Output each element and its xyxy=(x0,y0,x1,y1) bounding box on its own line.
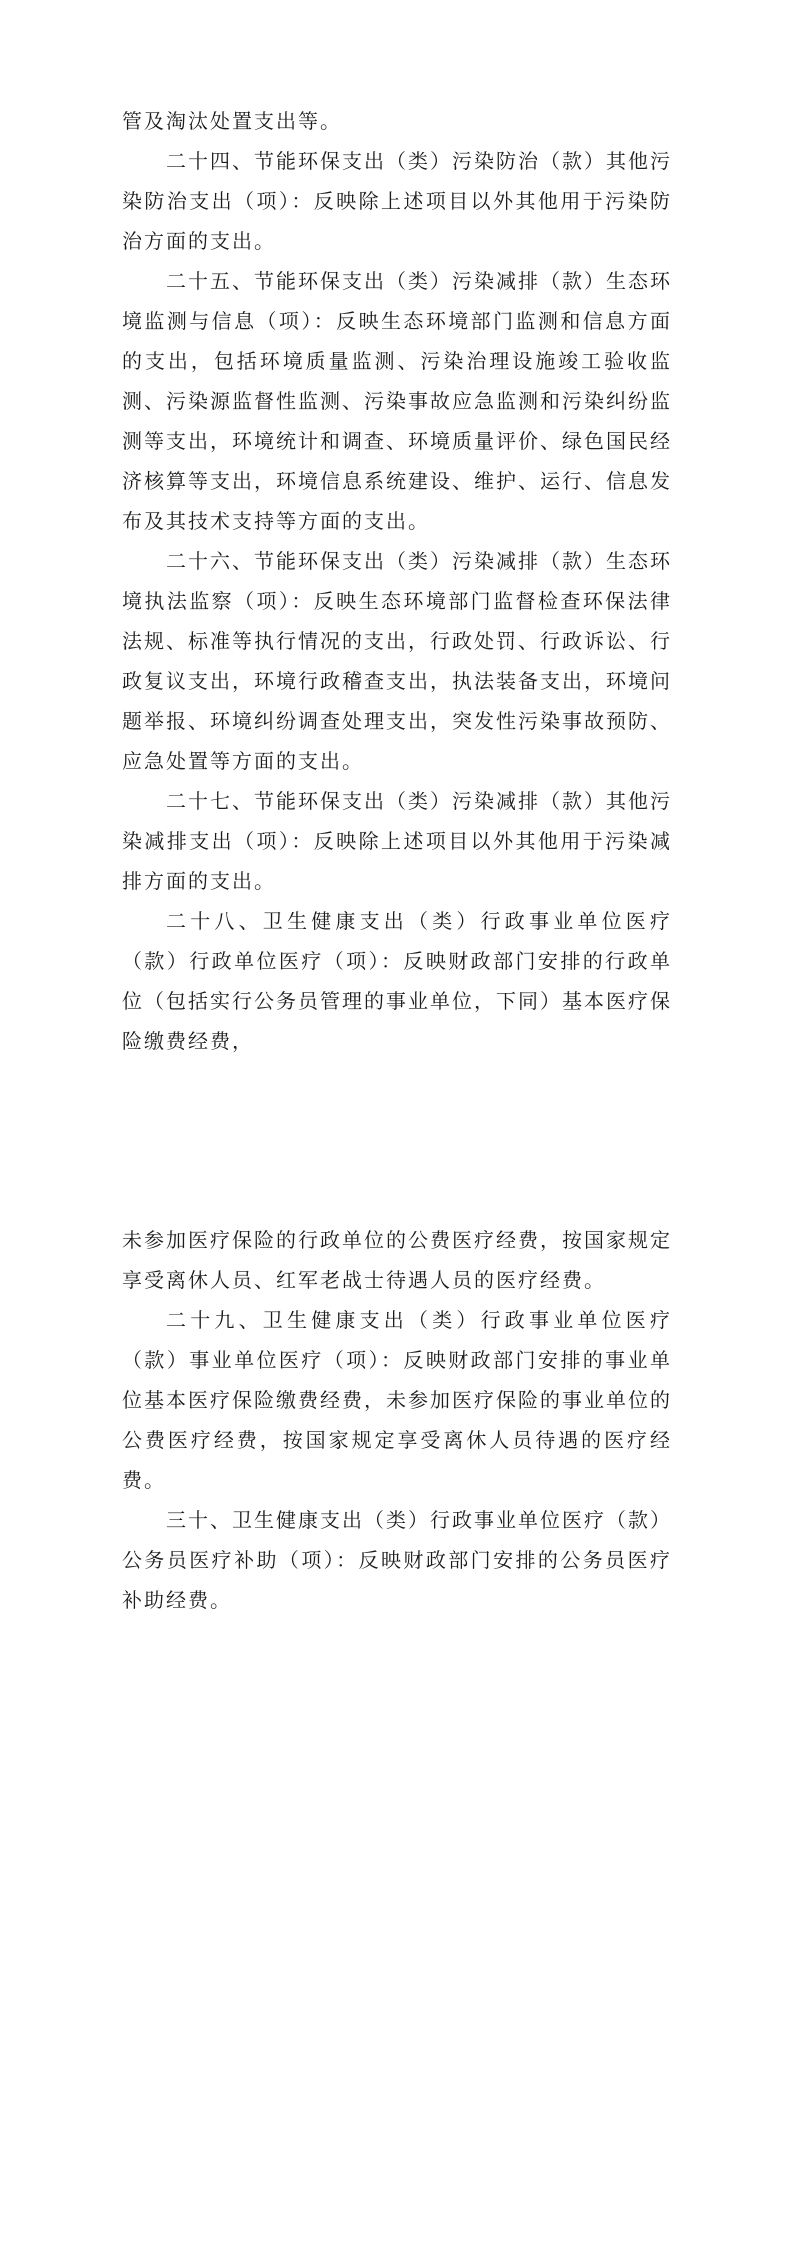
paragraph-item-29: 二十九、卫生健康支出（类）行政事业单位医疗（款）事业单位医疗（项）：反映财政部门安排的事业单位基本医疗保险缴费经费，未参加医疗保险的事业单位的公费医疗经费，按国家规定享受离休人员待遇的医疗经费。 xyxy=(122,1308,672,1492)
paragraph-item-25: 二十五、节能环保支出（类）污染减排（款）生态环境监测与信息（项）：反映生态环境部门监测和信息方面的支出，包括环境质量监测、污染治理设施竣工验收监测、污染源监督性监测、污染事故应急监测和污染纠纷监测等支出，环境统计和调查、环境质量评价、绿色国民经济核算等支出，环境信息系统建设、维护、运行、信息发布及其技术支持等方面的支出。 xyxy=(122,269,672,533)
paragraph-item-27: 二十七、节能环保支出（类）污染减排（款）其他污染减排支出（项）：反映除上述项目以外其他用于污染减排方面的支出。 xyxy=(122,789,672,893)
text-block-lower xyxy=(122,1220,672,1620)
text-block-upper xyxy=(122,101,672,1061)
paragraph-continuation: 未参加医疗保险的行政单位的公费医疗经费，按国家规定享受离休人员、红军老战士待遇人员的医疗经费。 xyxy=(122,1228,672,1292)
paragraph-item-28: 二十八、卫生健康支出（类）行政事业单位医疗（款）行政单位医疗（项）：反映财政部门安排的行政单位（包括实行公务员管理的事业单位，下同）基本医疗保险缴费经费， xyxy=(122,909,672,1053)
paragraph-item-26: 二十六、节能环保支出（类）污染减排（款）生态环境执法监察（项）：反映生态环境部门监督检查环保法律法规、标准等执行情况的支出，行政处罚、行政诉讼、行政复议支出，环境行政稽查支出，执法装备支出，环境问题举报、环境纠纷调查处理支出，突发性污染事故预防、应急处置等方面的支出。 xyxy=(122,549,672,773)
paragraph-continuation: 管及淘汰处置支出等。 xyxy=(122,109,342,133)
paragraph-item-24: 二十四、节能环保支出（类）污染防治（款）其他污染防治支出（项）：反映除上述项目以外其他用于污染防治方面的支出。 xyxy=(122,149,672,253)
paragraph-item-30: 三十、卫生健康支出（类）行政事业单位医疗（款）公务员医疗补助（项）：反映财政部门安排的公务员医疗补助经费。 xyxy=(122,1508,672,1612)
